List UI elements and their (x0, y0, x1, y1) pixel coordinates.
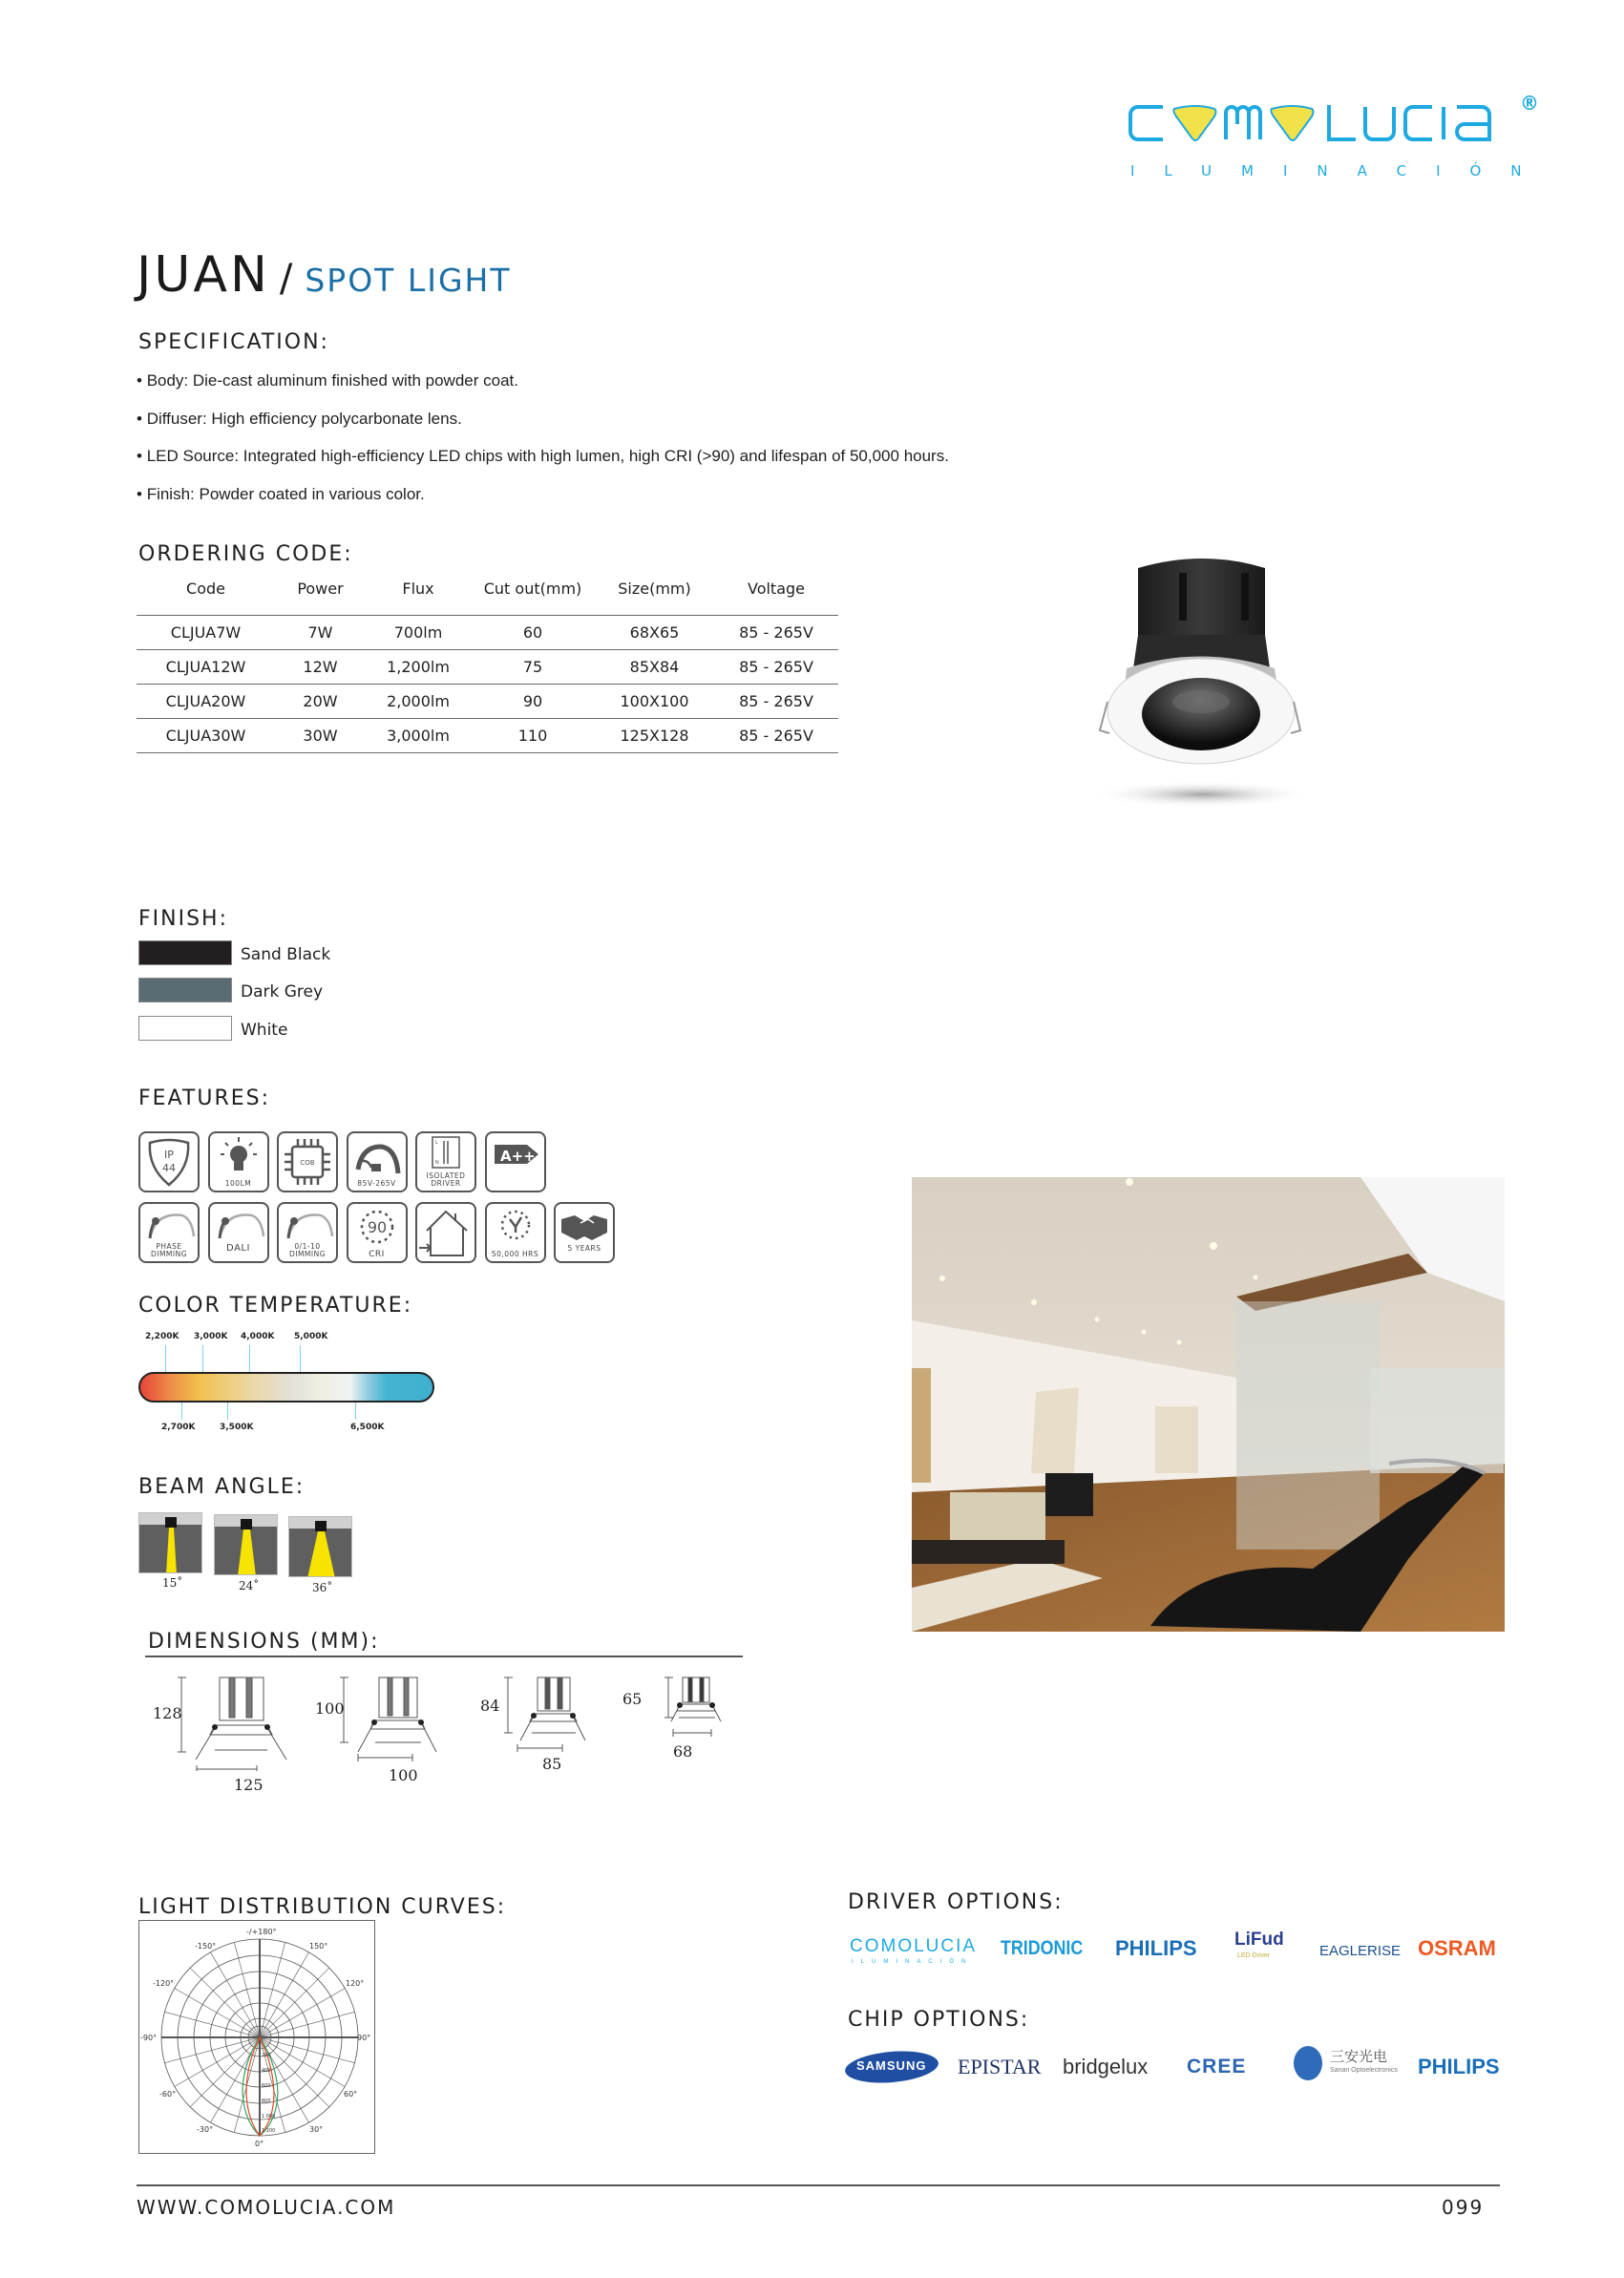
finish-swatch-white (138, 1016, 232, 1041)
svg-text:30°: 30° (309, 2125, 324, 2134)
feature-lifespan (485, 1202, 546, 1263)
brand-logo-comolucia: COMOLUCIA (850, 1936, 978, 1956)
ct-tick (249, 1345, 250, 1374)
column-header: Cut out(mm) (483, 580, 582, 599)
brand-logo-bridgelux: bridgelux (1063, 2055, 1149, 2078)
column-header: Power (297, 580, 344, 599)
cell-flux: 1,200lm (366, 649, 471, 684)
chip-options-heading: CHIP OPTIONS: (848, 2008, 1030, 2032)
isolated-driver-icon (417, 1133, 475, 1191)
beam-diagram-36 (288, 1516, 352, 1577)
feature-label: 100LM (224, 1179, 252, 1188)
bulb-icon (210, 1133, 267, 1191)
ct-tick (355, 1403, 356, 1420)
light-distribution-heading: LIGHT DISTRIBUTION CURVES: (138, 1895, 507, 1919)
feature-voltage (347, 1131, 408, 1192)
feature-label: 0/1-10 DIMMING (288, 1242, 327, 1258)
page-number: 099 (1442, 2196, 1485, 2219)
feature-phase-dimming (138, 1202, 200, 1263)
svg-text:A++: A++ (499, 1148, 536, 1165)
feature-energy-class (485, 1131, 546, 1192)
cell-code: CLJUA7W (137, 615, 275, 649)
svg-text:-30°: -30° (197, 2125, 214, 2134)
beam-angle-label: 24˚ (239, 1579, 260, 1592)
dimension-height: 65 (622, 1690, 643, 1708)
indoor-house-icon (417, 1204, 475, 1261)
finish-label: Sand Black (241, 945, 331, 964)
energy-class-icon (487, 1133, 544, 1191)
cell-cutout: 75 (471, 649, 595, 684)
feature-label: PHASE DIMMING (150, 1242, 188, 1258)
svg-text:-150°: -150° (195, 1942, 217, 1951)
ip44-shield-icon (140, 1133, 198, 1191)
cell-code: CLJUA30W (137, 718, 275, 752)
feature-label: ISOLATED DRIVER (426, 1171, 466, 1188)
dimension-drawing-7w (664, 1676, 749, 1746)
lifespan-clock-icon (487, 1204, 544, 1261)
cell-code: CLJUA20W (137, 684, 275, 718)
brand-logo-samsung: SAMSUNG (856, 2058, 927, 2073)
title-separator: / (279, 257, 296, 301)
cell-size: 68X65 (595, 615, 714, 649)
ct-label: 3,000K (194, 1332, 228, 1341)
feature-warranty (554, 1202, 615, 1263)
brand-logo-eaglerise: EAGLERISE (1319, 1943, 1402, 1959)
ct-tick (300, 1345, 301, 1374)
spec-item: • LED Source: Integrated high-efficiency LED chips with high lumen, high CRI (>90) and lifespan of 50,000 hours. (137, 446, 949, 484)
svg-text:200: 200 (262, 2053, 271, 2058)
driver-brand-logos (848, 1930, 1526, 1981)
interior-room-photo (912, 1177, 1505, 1632)
handshake-warranty-icon (556, 1204, 613, 1261)
chip-brand-logos (845, 2038, 1523, 2096)
polar-distribution-chart (138, 1920, 375, 2154)
brand-logo-philips-chip: PHILIPS (1418, 2055, 1500, 2078)
svg-text:0°: 0° (255, 2140, 264, 2148)
registered-mark: ® (1520, 92, 1539, 115)
cell-flux: 3,000lm (366, 718, 471, 752)
cell-size: 100X100 (595, 684, 714, 718)
dimension-width: 68 (673, 1742, 693, 1761)
finish-label: Dark Grey (241, 982, 324, 1002)
ct-tick (202, 1345, 203, 1374)
cell-size: 125X128 (595, 718, 714, 752)
dimension-drawing-20w (339, 1676, 444, 1765)
finish-swatch-dark-grey (138, 978, 232, 1002)
cell-cutout: 90 (471, 684, 595, 718)
svg-text:1 200: 1 200 (262, 2128, 276, 2134)
finish-label: White (241, 1021, 288, 1040)
brand-logo-epistar: EPISTAR (958, 2055, 1042, 2078)
logo-wordmark (1127, 95, 1547, 153)
feature-label: 50,000 HRS (491, 1250, 539, 1258)
cell-cutout: 110 (471, 718, 595, 752)
svg-text:IP: IP (164, 1149, 174, 1161)
color-temperature-scale (138, 1332, 444, 1437)
cell-voltage: 85 - 265V (714, 649, 838, 684)
ct-tick (181, 1403, 182, 1420)
website-link[interactable]: WWW.COMOLUCIA.COM (137, 2196, 396, 2219)
ct-tick (165, 1345, 166, 1374)
spec-item: • Diffuser: High efficiency polycarbonate lens. (137, 409, 949, 447)
plug-voltage-icon (348, 1133, 406, 1191)
ct-label: 6,500K (350, 1423, 385, 1432)
svg-text:COB: COB (300, 1159, 315, 1167)
ct-label: 4,000K (241, 1332, 275, 1341)
logo-wordmark-graphic (1127, 95, 1513, 153)
color-temperature-heading: COLOR TEMPERATURE: (138, 1294, 413, 1318)
svg-text:-90°: -90° (140, 2034, 158, 2042)
cob-chip-icon (279, 1133, 336, 1191)
cell-flux: 700lm (366, 615, 471, 649)
feature-label: DALI (226, 1243, 250, 1254)
ct-tick (227, 1403, 228, 1420)
cell-size: 85X84 (595, 649, 714, 684)
brand-logo-sanan-sub: Sanan Optoelectronics (1330, 2067, 1398, 2074)
brand-logo-comolucia-sub: ILUMINACIÓN (852, 1959, 974, 1965)
product-name: JUAN (137, 246, 270, 304)
dimensions-divider (145, 1656, 743, 1657)
spec-item: • Finish: Powder coated in various color. (137, 484, 949, 522)
finish-heading: FINISH: (138, 907, 229, 931)
ct-label: 2,700K (161, 1423, 196, 1432)
table-row (137, 649, 838, 684)
feature-ip44 (138, 1131, 200, 1192)
dimension-drawing-30w (177, 1676, 291, 1775)
svg-text:150°: 150° (309, 1942, 328, 1951)
svg-text:-/+180°: -/+180° (246, 1928, 277, 1936)
product-image-spotlight (1088, 544, 1337, 821)
ct-label: 5,000K (294, 1332, 328, 1341)
footer-divider (137, 2184, 1500, 2186)
feature-cob (277, 1131, 338, 1192)
table-row (137, 684, 838, 718)
cell-voltage: 85 - 265V (714, 615, 838, 649)
specification-list (137, 370, 949, 521)
phase-dimming-icon (140, 1204, 198, 1261)
column-header: Code (186, 580, 225, 599)
feature-label: 85V-265V (357, 1179, 396, 1188)
beam-angle-heading: BEAM ANGLE: (138, 1475, 306, 1499)
cell-power: 7W (275, 615, 366, 649)
cell-power: 30W (275, 718, 366, 752)
features-icon-grid (138, 1131, 635, 1263)
finish-swatch-sand-black (138, 940, 232, 965)
spec-item: • Body: Die-cast aluminum finished with powder coat. (137, 370, 949, 409)
dali-icon (210, 1204, 267, 1261)
feature-100lm (208, 1131, 269, 1192)
beam-diagram-15 (138, 1512, 202, 1573)
feature-isolated-driver (415, 1131, 476, 1192)
ordering-code-heading: ORDERING CODE: (138, 542, 353, 566)
beam-angle-label: 36˚ (312, 1581, 333, 1594)
dimension-width: 85 (542, 1755, 562, 1773)
svg-text:60°: 60° (344, 2090, 358, 2099)
cell-code: CLJUA12W (137, 649, 275, 684)
svg-text:-60°: -60° (159, 2090, 177, 2099)
feature-cri (347, 1202, 408, 1263)
feature-indoor (415, 1202, 476, 1263)
svg-text:-120°: -120° (153, 1979, 175, 1988)
dimensions-heading: DIMENSIONS (MM): (148, 1630, 380, 1654)
logo-subtitle: ILUMINACIÓN (1130, 162, 1551, 179)
dimension-height: 100 (315, 1699, 345, 1718)
feature-label: CRI (369, 1250, 385, 1259)
cell-power: 20W (275, 684, 366, 718)
brand-logo-osram: OSRAM (1418, 1936, 1496, 1960)
brand-logo-philips: PHILIPS (1115, 1936, 1197, 1960)
dimension-height: 128 (153, 1704, 182, 1722)
table-row (137, 615, 838, 649)
page-title (137, 246, 512, 309)
cell-power: 12W (275, 649, 366, 684)
table-row (137, 718, 838, 752)
svg-text:L: L (435, 1140, 438, 1146)
comolucia-logo (1127, 92, 1551, 191)
column-header: Size(mm) (618, 580, 691, 599)
cell-cutout: 60 (471, 615, 595, 649)
cell-voltage: 85 - 265V (714, 684, 838, 718)
svg-text:600: 600 (262, 2083, 271, 2089)
brand-logo-sanan-mark (1294, 2046, 1322, 2080)
brand-logo-tridonic: TRIDONIC (1001, 1937, 1084, 1959)
svg-text:N: N (435, 1160, 439, 1166)
features-heading: FEATURES: (138, 1086, 271, 1110)
svg-text:90°: 90° (357, 2034, 371, 2042)
svg-text:400: 400 (262, 2068, 271, 2074)
ct-label: 2,200K (145, 1332, 179, 1341)
column-header: Flux (402, 580, 434, 599)
feature-empty-slot (554, 1131, 615, 1192)
brand-logo-lifud-sub: LED Driver (1237, 1952, 1271, 1959)
svg-text:120°: 120° (346, 1979, 365, 1988)
dimension-height: 84 (480, 1697, 500, 1715)
brand-logo-cree: CREE (1187, 2056, 1247, 2078)
svg-text:800: 800 (262, 2099, 271, 2104)
brand-logo-sanan: 三安光电 (1330, 2049, 1388, 2065)
driver-options-heading: DRIVER OPTIONS: (848, 1890, 1064, 1914)
dimming-010-icon (279, 1204, 336, 1261)
product-category: SPOT LIGHT (305, 262, 512, 299)
beam-diagram-24 (214, 1514, 278, 1575)
beam-angle-label: 15˚ (162, 1576, 183, 1590)
dimension-drawing-12w (503, 1676, 599, 1756)
svg-text:90: 90 (367, 1218, 387, 1236)
cell-voltage: 85 - 265V (714, 718, 838, 752)
dimension-width: 125 (234, 1776, 264, 1794)
feature-dali (208, 1202, 269, 1263)
feature-010-dimming (277, 1202, 338, 1263)
ordering-code-table (137, 577, 838, 753)
table-header-row (137, 577, 838, 615)
ct-label: 3,500K (220, 1423, 254, 1432)
svg-text:44: 44 (162, 1162, 176, 1174)
column-header: Voltage (747, 580, 805, 599)
cell-flux: 2,000lm (366, 684, 471, 718)
feature-label: 5 YEARS (567, 1244, 601, 1253)
svg-text:1 000: 1 000 (262, 2114, 276, 2120)
color-temperature-gradient-bar (138, 1372, 434, 1403)
specification-heading: SPECIFICATION: (138, 330, 329, 354)
brand-logo-lifud: LiFud (1234, 1930, 1284, 1950)
dimension-width: 100 (389, 1766, 418, 1784)
cri-icon (348, 1204, 406, 1261)
